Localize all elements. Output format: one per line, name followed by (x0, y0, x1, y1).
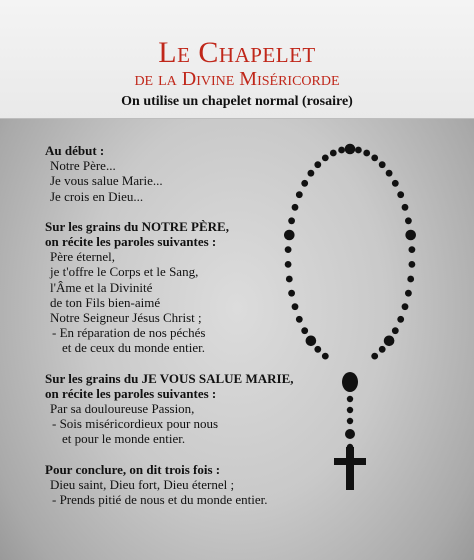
rosary-bead (347, 396, 353, 402)
rosary-bead (409, 246, 416, 253)
rosary-bead (355, 147, 362, 154)
prayer-line: Par sa douloureuse Passion, (50, 401, 195, 417)
rosary-icon (270, 135, 420, 500)
rosary-bead (296, 316, 303, 323)
prayer-line: et de ceux du monde entier. (62, 340, 205, 356)
section-heading: on récite les paroles suivantes : (45, 234, 217, 250)
rosary-bead (292, 204, 299, 211)
rosary-bead (371, 353, 378, 360)
rosary-bead (347, 407, 353, 413)
rosary-bead (384, 336, 395, 347)
rosary-bead (409, 261, 416, 268)
rosary-bead (308, 170, 315, 177)
rosary-bead (301, 180, 308, 187)
rosary-bead (397, 191, 404, 198)
section-heading: Sur les grains du JE VOUS SALUE MARIE, (45, 370, 294, 386)
prayer-line: l'Âme et la Divinité (50, 279, 153, 295)
rosary-bead (392, 327, 399, 334)
prayer-line: je t'offre le Corps et le Sang, (50, 264, 199, 280)
rosary-bead (285, 246, 292, 253)
rosary-bead (322, 353, 329, 360)
rosary-bead (306, 336, 317, 347)
prayer-line: Je vous salue Marie... (50, 173, 163, 189)
rosary-bead (314, 346, 321, 353)
rosary-bead (292, 303, 299, 310)
page-title-line2: de la Divine Miséricorde (134, 68, 340, 90)
rosary-bead (386, 170, 393, 177)
page-title: Le Chapelet (158, 36, 316, 69)
rosary-bead (397, 316, 404, 323)
rosary-bead (402, 303, 409, 310)
page-subtitle: On utilise un chapelet normal (rosaire) (121, 94, 353, 109)
rosary-bead (405, 230, 416, 241)
rosary-bead (314, 161, 321, 168)
prayer-line: Notre Seigneur Jésus Christ ; (50, 310, 202, 326)
prayer-line: de ton Fils bien-aimé (50, 294, 161, 310)
section-heading: Pour conclure, on dit trois fois : (45, 461, 221, 477)
rosary-bead (345, 144, 356, 155)
rosary-bead (379, 161, 386, 168)
prayer-line: - En réparation de nos péchés (52, 325, 206, 341)
rosary-bead (345, 429, 355, 439)
prayer-line: - Sois miséricordieux pour nous (52, 416, 219, 432)
rosary-bead (285, 261, 292, 268)
section-heading: on récite les paroles suivantes : (45, 385, 217, 401)
rosary-bead (402, 204, 409, 211)
rosary-bead (330, 150, 337, 157)
rosary-bead (405, 217, 412, 224)
rosary-bead (322, 155, 329, 162)
header-banner (0, 0, 474, 119)
rosary-bead (338, 147, 345, 154)
rosary-bead (392, 180, 399, 187)
rosary-bead (301, 327, 308, 334)
rosary-bead (371, 155, 378, 162)
rosary-bead (296, 191, 303, 198)
prayer-line: Je crois en Dieu... (50, 188, 144, 204)
prayer-line: Père éternel, (50, 249, 115, 265)
cross-icon (334, 447, 366, 490)
rosary-bead (407, 276, 414, 283)
rosary-bead (379, 346, 386, 353)
prayer-line: Dieu saint, Dieu fort, Dieu éternel ; (50, 476, 235, 492)
rosary-bead (347, 418, 353, 424)
rosary-bead (288, 290, 295, 297)
section-heading: Au début : (45, 143, 105, 158)
rosary-bead (284, 230, 295, 241)
rosary-medal (342, 372, 358, 392)
rosary-bead (363, 150, 370, 157)
prayer-line: Notre Père... (50, 158, 116, 174)
rosary-bead (286, 276, 293, 283)
prayer-line: et pour le monde entier. (62, 431, 186, 447)
section-heading: Sur les grains du NOTRE PÈRE, (45, 218, 229, 234)
rosary-bead (288, 217, 295, 224)
rosary-bead (405, 290, 412, 297)
prayer-line: - Prends pitié de nous et du monde entier. (52, 492, 268, 508)
